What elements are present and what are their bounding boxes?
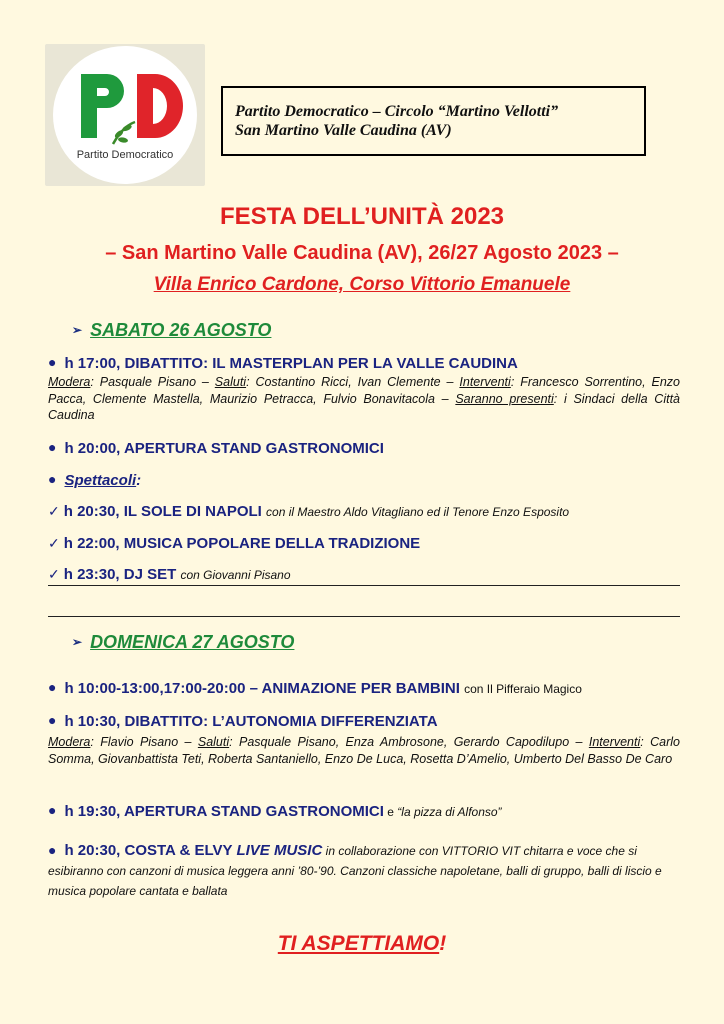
closing-message: TI ASPETTIAMO! bbox=[277, 932, 447, 955]
party-logo bbox=[45, 44, 205, 186]
program-item: ✓ h 23:30, DJ SET con Giovanni Pisano bbox=[48, 566, 291, 583]
program-item: ✓ h 20:30, IL SOLE DI NAPOLI con il Maestro Aldo Vitagliano ed il Tenore Enzo Esposito bbox=[48, 503, 570, 520]
debate-details: Modera: Pasquale Pisano – Saluti: Costantino Ricci, Ivan Clemente – Interventi: Francesco Sorrentino, Enzo Pacca, Clemente Mastella, Maurizio Petracca, Fulvio Bonavitacola – Saranno presenti: i Sindaci della Città Caudina bbox=[48, 375, 681, 422]
arrow-icon: ➢ bbox=[72, 635, 83, 649]
program-item: ● h 10:00-13:00,17:00-20:00 – ANIMAZIONE PER BAMBINI con Il Pifferaio Magico bbox=[48, 679, 582, 697]
day-heading-saturday: ➢ SABATO 26 AGOSTO bbox=[72, 320, 272, 340]
organizer-line-2: San Martino Valle Caudina (AV) bbox=[235, 122, 452, 139]
day-heading-sunday: ➢ DOMENICA 27 AGOSTO bbox=[72, 632, 295, 652]
program-item: ● Spettacoli: bbox=[48, 471, 142, 489]
organizer-box bbox=[221, 86, 646, 156]
check-icon: ✓ bbox=[48, 535, 60, 551]
arrow-icon: ➢ bbox=[72, 323, 83, 337]
bullet-icon: ● bbox=[48, 842, 57, 858]
logo-text: Partito Democratico bbox=[76, 149, 174, 161]
program-item: ● h 20:30, COSTA & ELVY LIVE MUSIC in collaborazione con VITTORIO VIT chitarra e voce che si esibiranno con canzoni di musica leggera anni ’80-’90. Canzoni classiche napoletane, balli di gruppo, balli di liscio e musica popolare cantata e ballata bbox=[48, 842, 662, 898]
bullet-icon: ● bbox=[48, 802, 57, 818]
bullet-icon: ● bbox=[48, 679, 57, 695]
program-item: ● h 10:30, DIBATTITO: L’AUTONOMIA DIFFERENZIATA bbox=[48, 712, 438, 730]
bullet-icon: ● bbox=[48, 354, 57, 370]
debate-details: Modera: Flavio Pisano – Saluti: Pasquale Pisano, Enza Ambrosone, Gerardo Capodilupo – Interventi: Carlo Somma, Giovanbattista Teti, Roberta Santaniello, Enzo De Luca, Rosetta D’Amelio, Umberto Del Basso De Caro bbox=[48, 735, 680, 766]
check-icon: ✓ bbox=[48, 566, 60, 582]
divider bbox=[48, 616, 680, 617]
logo-circle bbox=[53, 46, 197, 184]
pd-logo-icon bbox=[53, 46, 197, 184]
program-item: ● h 19:30, APERTURA STAND GASTRONOMICI e “la pizza di Alfonso” bbox=[48, 802, 502, 820]
program-item: ● h 17:00, DIBATTITO: IL MASTERPLAN PER LA VALLE CAUDINA bbox=[48, 354, 518, 372]
event-subtitle: – San Martino Valle Caudina (AV), 26/27 Agosto 2023 – bbox=[105, 242, 619, 264]
program-item: ● h 20:00, APERTURA STAND GASTRONOMICI bbox=[48, 439, 384, 457]
bullet-icon: ● bbox=[48, 712, 57, 728]
program-item: ✓ h 22:00, MUSICA POPOLARE DELLA TRADIZIONE bbox=[48, 535, 421, 552]
divider bbox=[48, 585, 680, 586]
event-venue: Villa Enrico Cardone, Corso Vittorio Emanuele bbox=[153, 274, 571, 295]
organizer-line-1: Partito Democratico – Circolo “Martino Vellotti” bbox=[235, 103, 559, 120]
check-icon: ✓ bbox=[48, 503, 60, 519]
bullet-icon: ● bbox=[48, 471, 57, 487]
bullet-icon: ● bbox=[48, 439, 57, 455]
event-title: FESTA DELL’UNITÀ 2023 bbox=[219, 203, 505, 230]
